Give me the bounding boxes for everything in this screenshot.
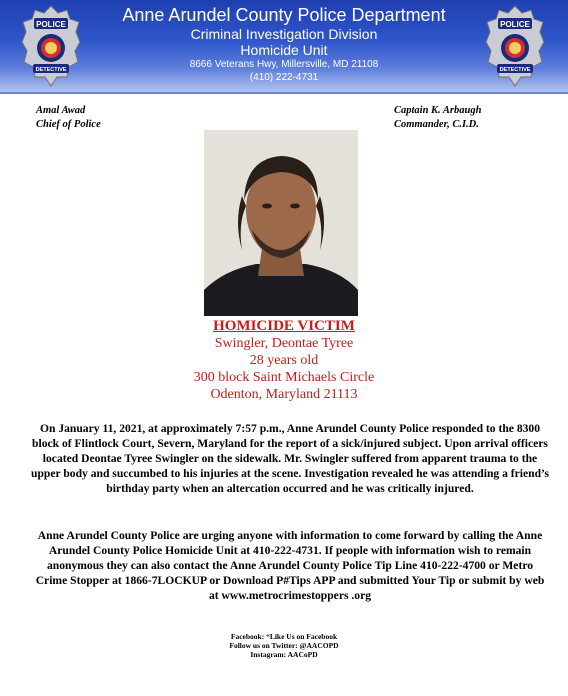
address: 8666 Veterans Hwy, Millersville, MD 21108 (189, 59, 379, 70)
commander-name: Captain K. Arbaugh (394, 105, 482, 116)
police-badge-icon (484, 4, 546, 88)
twitter-line: Follow us on Twitter: @AACOPD (229, 641, 339, 650)
department-name: Anne Arundel County Police Department (122, 5, 446, 25)
svg-text:POLICE: POLICE (36, 20, 66, 29)
instagram-line: Instagram: AACoPD (250, 650, 318, 659)
svg-text:POLICE: POLICE (500, 20, 530, 29)
victim-city: Odenton, Maryland 21113 (210, 387, 358, 402)
social-media-block (0, 632, 568, 659)
cid-commander (394, 104, 481, 132)
victim-heading: HOMICIDE VICTIM (213, 318, 355, 334)
header-banner (0, 0, 568, 92)
tip-paragraph: Anne Arundel County Police are urging anyone with information to come forward by calling the Anne Arundel County Police Homicide Unit at 410-222-4731. If people with information wish to remain anonymous they can also contact the Anne Arundel County Police Tip Line 410-222-4700 or Metro Crime Stopper at 1866-7LOCKUP or Download P#Tips APP and submitted Your Tip or submit by web at www.metrocrimestoppers .org (35, 529, 545, 602)
phone-number: (410) 222-4731 (249, 72, 319, 83)
victim-street: 300 block Saint Michaels Circle (193, 370, 375, 385)
svg-text:DETECTIVE: DETECTIVE (499, 67, 531, 73)
commander-title: Commander, C.I.D. (394, 119, 479, 130)
victim-photo (204, 130, 358, 316)
unit-name: Homicide Unit (240, 42, 328, 58)
police-badge-icon (20, 4, 82, 88)
chief-title: Chief of Police (36, 119, 101, 130)
facebook-line: Facebook: “Like Us on Facebook (230, 632, 338, 641)
chief-of-police (36, 104, 101, 132)
victim-info (0, 318, 568, 403)
svg-text:DETECTIVE: DETECTIVE (35, 67, 67, 73)
victim-portrait-image (204, 130, 358, 316)
division-name: Criminal Investigation Division (190, 26, 378, 42)
chief-name: Amal Awad (36, 105, 86, 116)
header-divider (0, 92, 568, 94)
victim-name: Swingler, Deontae Tyree (214, 336, 354, 351)
header-text (90, 4, 478, 84)
incident-paragraph: On January 11, 2021, at approximately 7:57 p.m., Anne Arundel County Police responded to the 8300 block of Flintlock Court, Severn, Maryland for the report of a sick/injured subject. Upon arrival officers located Deontae Tyree Swingler on the sidewalk. Mr. Swingler suffered from apparent trauma to the upper body and succumbed to his injuries at the scene. Investigation revealed he was attending a friend’s birthday party when an altercation occurred and he was critically injured. (31, 422, 549, 495)
victim-age: 28 years old (249, 353, 319, 368)
